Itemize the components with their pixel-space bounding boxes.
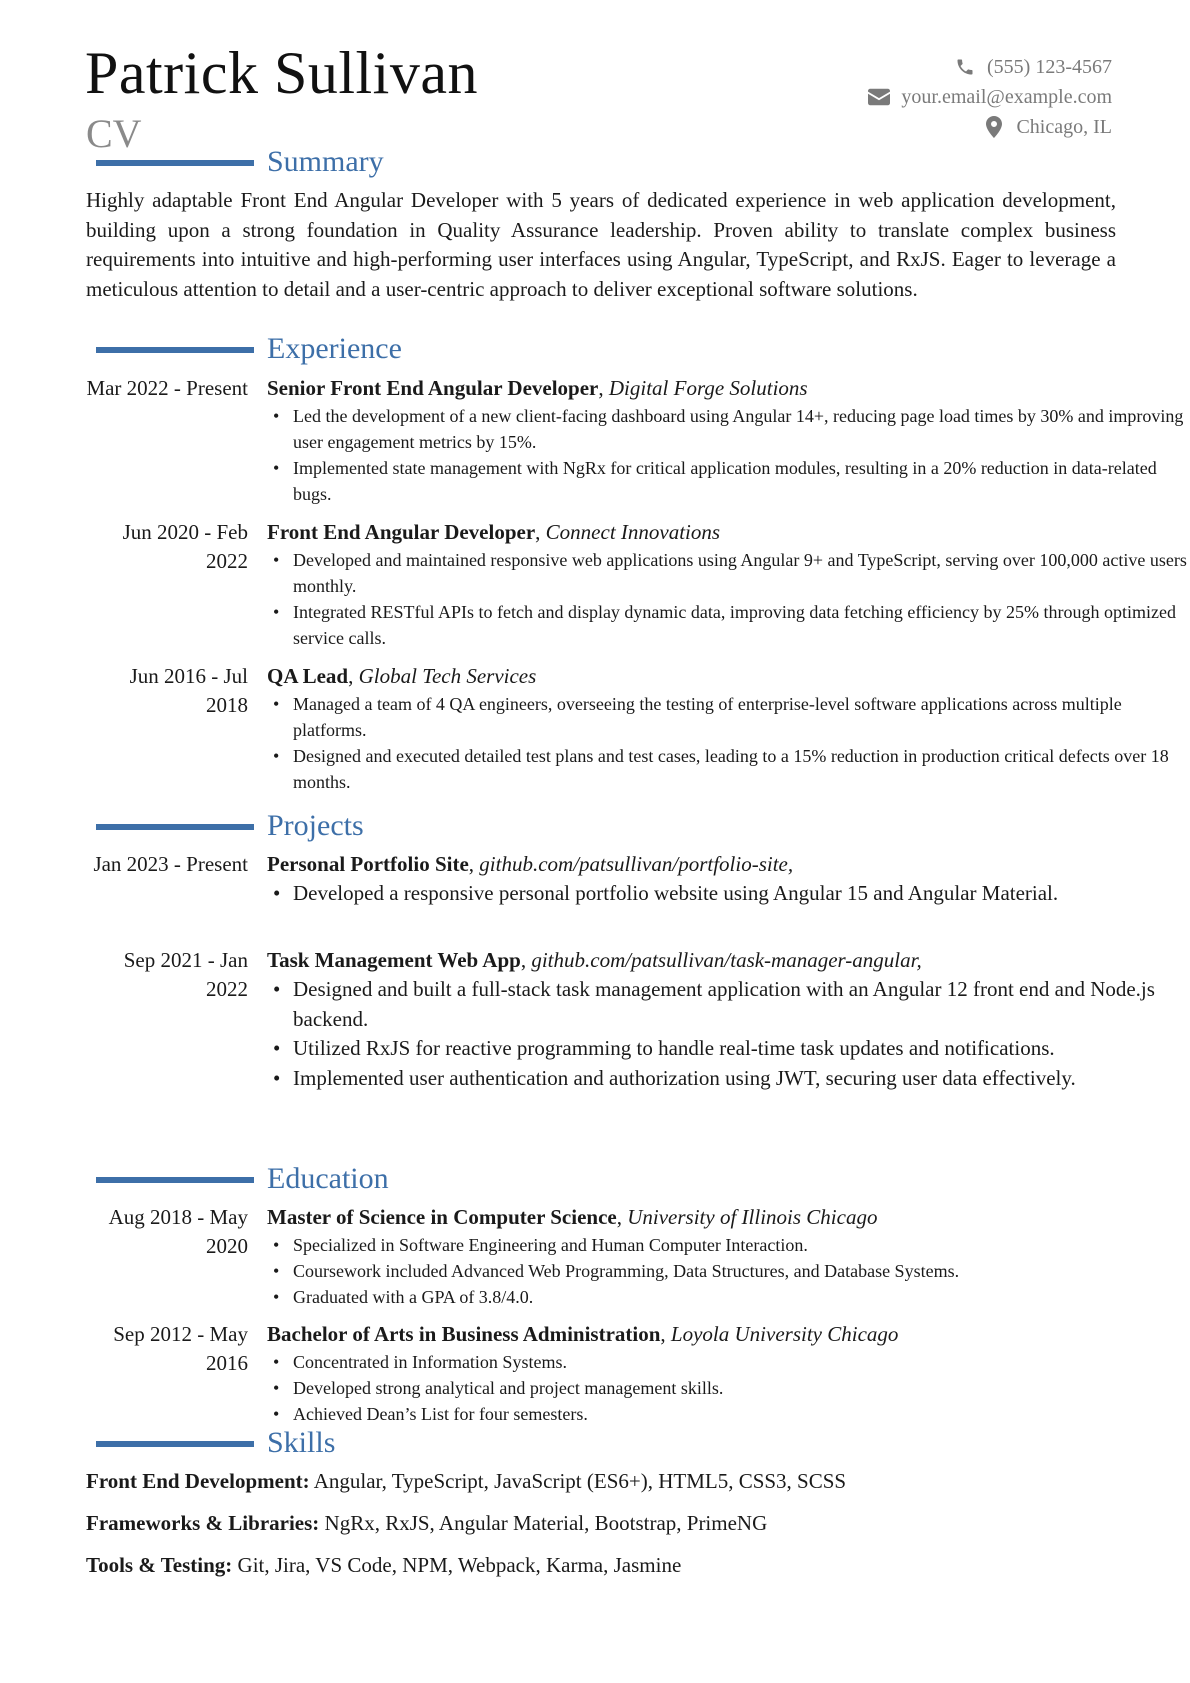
section-title: Experience: [267, 332, 402, 365]
list-item: • Implemented state management with NgRx for critical application modules, resulting in a 20% reduction in data-related bugs.: [267, 455, 1190, 507]
section-accent-bar: [96, 1177, 254, 1183]
list-item: • Concentrated in Information Systems.: [267, 1349, 1190, 1375]
map-pin-icon: [980, 116, 1008, 138]
section-title: Summary: [267, 145, 384, 178]
list-item: • Integrated RESTful APIs to fetch and display dynamic data, improving data fetching efficiency by 25% through optimized service calls.: [267, 599, 1190, 651]
list-item: • Graduated with a GPA of 3.8/4.0.: [267, 1284, 1190, 1310]
list-item: • Designed and built a full-stack task management application with an Angular 12 front end and Node.js backend.: [267, 975, 1190, 1034]
entry-title: Master of Science in Computer Science: [267, 1205, 617, 1229]
project-link[interactable]: github.com/patsullivan/task-manager-angular,: [531, 948, 922, 972]
contact-location: Chicago, IL: [1016, 116, 1112, 138]
summary-section-heading: [96, 146, 1116, 182]
phone-icon: [951, 57, 979, 77]
entry-title: Task Management Web App: [267, 948, 521, 972]
list-item: • Achieved Dean’s List for four semesters.: [267, 1401, 1190, 1427]
entry-title: Personal Portfolio Site: [267, 852, 469, 876]
entry-title-line: Master of Science in Computer Science, University of Illinois Chicago: [267, 1205, 878, 1229]
contact-location-row: [865, 112, 1112, 142]
entry-date: Sep 2021 - Jan 2022: [123, 948, 248, 1001]
list-item: • Coursework included Advanced Web Programming, Data Structures, and Database Systems.: [267, 1258, 1190, 1284]
entry-title-line: Task Management Web App, github.com/patsullivan/task-manager-angular,: [267, 948, 922, 972]
entry-org: Digital Forge Solutions: [608, 376, 808, 400]
contact-phone-row: [865, 52, 1112, 82]
skill-value: Angular, TypeScript, JavaScript (ES6+), HTML5, CSS3, SCSS: [313, 1469, 847, 1493]
list-item: • Specialized in Software Engineering and Human Computer Interaction.: [267, 1232, 1190, 1258]
entry-date: Aug 2018 - May 2020: [108, 1205, 248, 1258]
skill-label: Frameworks & Libraries:: [86, 1511, 320, 1535]
entry-bullets: [267, 975, 1190, 1093]
list-item: • Developed a responsive personal portfolio website using Angular 15 and Angular Material.: [267, 879, 1190, 909]
summary-text: Highly adaptable Front End Angular Developer with 5 years of dedicated experience in web application development, building upon a strong foundation in Quality Assurance leadership. Proven ability to translate complex business requirements into intuitive and high-performing user interfaces using Angular, TypeScript, and RxJS. Eager to leverage a meticulous attention to detail and a user-centric approach to deliver exceptional software solutions.: [86, 188, 1116, 301]
entry-bullets: [267, 879, 1190, 909]
envelope-icon: [865, 88, 893, 106]
skill-label: Tools & Testing:: [86, 1553, 233, 1577]
entry-bullets: [267, 1349, 1190, 1427]
entry-org: Global Tech Services: [358, 664, 537, 688]
entry-date: Jun 2020 - Feb 2022: [122, 520, 248, 573]
entry-org: Loyola University Chicago: [670, 1322, 899, 1346]
list-item: • Implemented user authentication and authorization using JWT, securing user data effectively.: [267, 1064, 1190, 1094]
skills-section-heading: [96, 1427, 1116, 1463]
entry-title: Front End Angular Developer: [267, 520, 536, 544]
entry-bullets: [267, 403, 1190, 507]
skill-row: [86, 1509, 1116, 1551]
list-item: • Utilized RxJS for reactive programming to handle real-time task updates and notifications.: [267, 1034, 1190, 1064]
entry-date: Jan 2023 - Present: [93, 852, 248, 876]
entry-title-line: Bachelor of Arts in Business Administration, Loyola University Chicago: [267, 1322, 899, 1346]
candidate-name: Patrick Sullivan: [85, 40, 478, 106]
experience-section-heading: [96, 333, 1116, 369]
skill-row: [86, 1467, 1116, 1509]
section-title: Skills: [267, 1426, 336, 1459]
list-item: • Developed strong analytical and project management skills.: [267, 1375, 1190, 1401]
section-accent-bar: [96, 347, 254, 353]
entry-title-line: Front End Angular Developer, Connect Innovations: [267, 520, 721, 544]
contact-email-row: [865, 82, 1112, 112]
skill-label: Front End Development:: [86, 1469, 310, 1493]
entry-bullets: [267, 1232, 1190, 1310]
entry-title-line: QA Lead, Global Tech Services: [267, 664, 537, 688]
skill-value: Git, Jira, VS Code, NPM, Webpack, Karma, Jasmine: [237, 1553, 682, 1577]
section-accent-bar: [96, 1441, 254, 1447]
entry-title: QA Lead: [267, 664, 349, 688]
contact-block: [865, 52, 1112, 142]
entry-bullets: [267, 691, 1190, 795]
entry-title: Bachelor of Arts in Business Administration: [267, 1322, 661, 1346]
entry-org: Connect Innovations: [545, 520, 721, 544]
entry-title-line: Personal Portfolio Site, github.com/patsullivan/portfolio-site,: [267, 852, 794, 876]
skills-list: [86, 1467, 1116, 1593]
projects-section-heading: [96, 810, 1116, 846]
entry-date: Sep 2012 - May 2016: [113, 1322, 248, 1375]
section-accent-bar: [96, 160, 254, 166]
entry-title-line: Senior Front End Angular Developer, Digital Forge Solutions: [267, 376, 808, 400]
entry-date: Mar 2022 - Present: [86, 376, 248, 400]
skill-value: NgRx, RxJS, Angular Material, Bootstrap, PrimeNG: [324, 1511, 768, 1535]
entry-org: University of Illinois Chicago: [627, 1205, 878, 1229]
list-item: • Led the development of a new client-facing dashboard using Angular 14+, reducing page load times by 30% and improving user engagement metrics by 15%.: [267, 403, 1190, 455]
section-title: Education: [267, 1162, 389, 1195]
contact-phone[interactable]: (555) 123-4567: [987, 56, 1112, 78]
section-title: Projects: [267, 809, 364, 842]
contact-email[interactable]: your.email@example.com: [901, 86, 1112, 108]
project-link[interactable]: github.com/patsullivan/portfolio-site,: [479, 852, 794, 876]
education-section-heading: [96, 1163, 1116, 1199]
list-item: • Managed a team of 4 QA engineers, overseeing the testing of enterprise-level software applications across multiple platforms.: [267, 691, 1190, 743]
skill-row: [86, 1551, 1116, 1593]
entry-date: Jun 2016 - Jul 2018: [129, 664, 248, 717]
document-subtitle: CV: [86, 111, 142, 156]
section-accent-bar: [96, 824, 254, 830]
list-item: • Designed and executed detailed test plans and test cases, leading to a 15% reduction in production critical defects over 18 months.: [267, 743, 1190, 795]
entry-title: Senior Front End Angular Developer: [267, 376, 599, 400]
list-item: • Developed and maintained responsive web applications using Angular 9+ and TypeScript, serving over 100,000 active users monthly.: [267, 547, 1190, 599]
entry-bullets: [267, 547, 1190, 651]
